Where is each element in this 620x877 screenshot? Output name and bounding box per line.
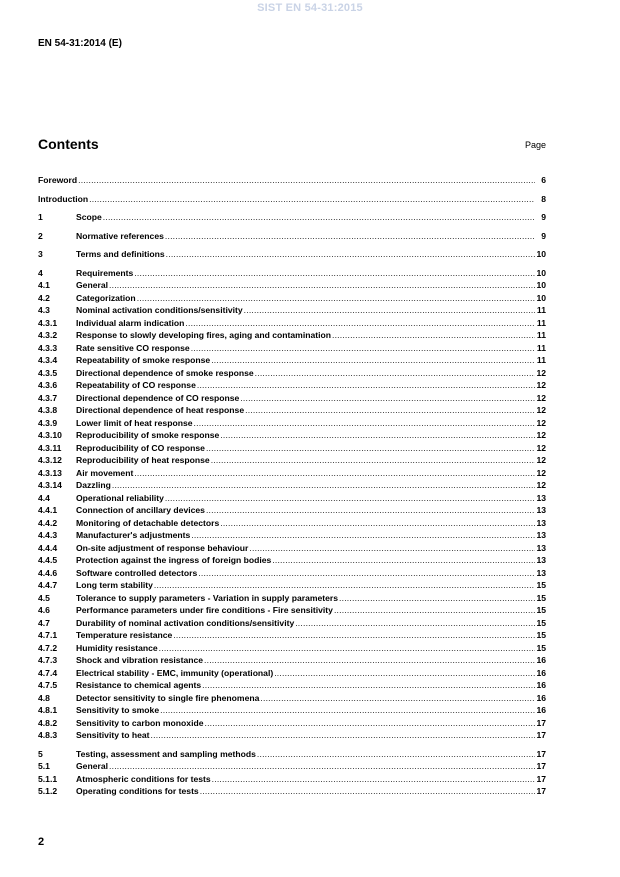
toc-entry-page: 17 bbox=[536, 773, 546, 784]
toc-entry-number: 5 bbox=[38, 748, 43, 759]
toc-entry-page: 15 bbox=[536, 617, 546, 628]
toc-dot-leader bbox=[295, 617, 535, 630]
toc-dot-leader bbox=[191, 342, 535, 355]
toc-entry-title: Nominal activation conditions/sensitivity bbox=[76, 305, 243, 315]
toc-entry[interactable] bbox=[38, 248, 546, 261]
toc-entry-title: Humidity resistance bbox=[76, 642, 158, 653]
toc-entry-page: 13 bbox=[536, 530, 546, 540]
table-of-contents bbox=[38, 174, 546, 798]
toc-entry-page: 11 bbox=[536, 317, 546, 328]
toc-dot-leader bbox=[244, 304, 535, 317]
toc-entry-number: 4.3.13 bbox=[38, 467, 62, 478]
toc-entry-number: 4.3.14 bbox=[38, 480, 62, 490]
toc-entry[interactable] bbox=[38, 442, 546, 455]
toc-entry-title: Shock and vibration resistance bbox=[76, 655, 204, 665]
toc-entry-title: Reproducibility of heat response bbox=[76, 455, 210, 465]
toc-entry[interactable] bbox=[38, 492, 546, 505]
toc-entry-page: 12 bbox=[536, 380, 546, 390]
toc-dot-leader bbox=[272, 554, 535, 567]
toc-entry-page: 17 bbox=[536, 717, 546, 728]
toc-entry-number: 4.3.2 bbox=[38, 330, 58, 340]
toc-entry[interactable] bbox=[38, 729, 546, 742]
toc-dot-leader bbox=[166, 248, 535, 261]
toc-entry-number: 4.4.4 bbox=[38, 542, 58, 553]
toc-entry[interactable] bbox=[38, 704, 546, 717]
toc-entry[interactable] bbox=[38, 692, 546, 705]
toc-dot-leader bbox=[332, 329, 535, 342]
toc-entry-page: 13 bbox=[536, 567, 546, 578]
toc-entry-page: 15 bbox=[536, 592, 546, 603]
toc-entry-page: 16 bbox=[536, 667, 546, 678]
toc-dot-leader bbox=[339, 592, 535, 605]
toc-entry-title: Categorization bbox=[76, 292, 136, 303]
toc-dot-leader bbox=[112, 479, 535, 492]
toc-entry-title: Long term stability bbox=[76, 580, 153, 590]
toc-entry[interactable] bbox=[38, 329, 546, 342]
toc-entry[interactable] bbox=[38, 554, 546, 567]
toc-entry-number: 4.3.5 bbox=[38, 367, 58, 378]
toc-entry-page: 9 bbox=[541, 230, 546, 241]
toc-dot-leader bbox=[205, 717, 536, 730]
toc-entry[interactable] bbox=[38, 193, 546, 206]
toc-entry-number: 5.1 bbox=[38, 761, 50, 771]
toc-dot-leader bbox=[160, 704, 535, 717]
footer-page-number: 2 bbox=[38, 836, 45, 848]
toc-entry-title: Tolerance to supply parameters - Variation in supply parameters bbox=[76, 592, 339, 603]
toc-dot-leader bbox=[198, 567, 535, 580]
toc-entry[interactable] bbox=[38, 404, 546, 417]
toc-entry-page: 10 bbox=[536, 292, 546, 303]
toc-entry[interactable] bbox=[38, 267, 546, 280]
toc-dot-leader bbox=[200, 785, 535, 798]
toc-entry-title: Requirements bbox=[76, 267, 134, 278]
toc-dot-leader bbox=[255, 367, 535, 380]
document-id: EN 54-31:2014 (E) bbox=[38, 38, 122, 49]
toc-entry-page: 15 bbox=[536, 630, 546, 640]
toc-entry[interactable] bbox=[38, 279, 546, 292]
toc-entry-page: 13 bbox=[536, 542, 546, 553]
toc-entry[interactable] bbox=[38, 342, 546, 355]
toc-entry[interactable] bbox=[38, 479, 546, 492]
toc-dot-leader bbox=[220, 429, 535, 442]
toc-entry-page: 17 bbox=[536, 748, 546, 759]
toc-dot-leader bbox=[274, 667, 535, 680]
toc-dot-leader bbox=[206, 442, 535, 455]
toc-entry-title: Sensitivity to heat bbox=[76, 730, 150, 740]
toc-entry-page: 17 bbox=[536, 730, 546, 740]
toc-dot-leader bbox=[134, 467, 535, 480]
toc-entry-page: 13 bbox=[536, 517, 546, 528]
toc-entry[interactable] bbox=[38, 529, 546, 542]
toc-entry-number: 4.5 bbox=[38, 592, 50, 603]
toc-entry[interactable] bbox=[38, 504, 546, 517]
toc-dot-leader bbox=[197, 379, 535, 392]
toc-dot-leader bbox=[159, 642, 535, 655]
toc-entry-title: Scope bbox=[76, 212, 102, 222]
toc-entry-title: Protection against the ingress of foreign bodies bbox=[76, 555, 272, 565]
toc-entry-title: Sensitivity to smoke bbox=[76, 705, 160, 715]
toc-entry-number: 1 bbox=[38, 212, 43, 222]
toc-entry[interactable] bbox=[38, 392, 546, 405]
toc-entry-title: Directional dependence of smoke response bbox=[76, 367, 254, 378]
toc-dot-leader bbox=[134, 267, 535, 280]
toc-entry-number: 4.3.9 bbox=[38, 417, 58, 428]
toc-entry-number: 4.3.1 bbox=[38, 317, 58, 328]
toc-entry[interactable] bbox=[38, 667, 546, 680]
toc-entry-title: Dazzling bbox=[76, 480, 111, 490]
toc-entry-number: 4.1 bbox=[38, 280, 50, 290]
toc-entry[interactable] bbox=[38, 174, 546, 187]
toc-entry[interactable] bbox=[38, 517, 546, 530]
toc-entry-number: 4.7.3 bbox=[38, 655, 58, 665]
toc-entry[interactable] bbox=[38, 542, 546, 555]
toc-entry-number: 5.1.1 bbox=[38, 773, 58, 784]
toc-entry[interactable] bbox=[38, 367, 546, 380]
toc-entry[interactable] bbox=[38, 773, 546, 786]
toc-entry-number: 4.8.3 bbox=[38, 730, 58, 740]
toc-entry-title: Individual alarm indication bbox=[76, 317, 185, 328]
toc-entry[interactable] bbox=[38, 429, 546, 442]
toc-entry[interactable] bbox=[38, 604, 546, 617]
toc-entry-title: Repeatability of smoke response bbox=[76, 355, 211, 365]
toc-entry-number: 4.4.3 bbox=[38, 530, 58, 540]
toc-entry-title: Introduction bbox=[38, 193, 89, 204]
toc-dot-leader bbox=[220, 517, 535, 530]
toc-entry[interactable] bbox=[38, 467, 546, 480]
toc-dot-leader bbox=[211, 454, 535, 467]
toc-entry-title: Foreword bbox=[38, 175, 78, 185]
toc-entry-title: Repeatability of CO response bbox=[76, 380, 196, 390]
toc-entry-title: Directional dependence of heat response bbox=[76, 405, 245, 415]
toc-entry-page: 12 bbox=[536, 367, 546, 378]
toc-entry[interactable] bbox=[38, 679, 546, 692]
toc-entry-number: 4.3.3 bbox=[38, 342, 58, 353]
toc-entry[interactable] bbox=[38, 748, 546, 761]
toc-entry-title: General bbox=[76, 761, 109, 771]
toc-entry-page: 15 bbox=[536, 642, 546, 653]
toc-entry[interactable] bbox=[38, 579, 546, 592]
toc-dot-leader bbox=[249, 542, 535, 555]
toc-entry-number: 4.6 bbox=[38, 605, 50, 615]
toc-entry-number: 4.2 bbox=[38, 292, 50, 303]
toc-entry[interactable] bbox=[38, 454, 546, 467]
toc-entry-page: 13 bbox=[536, 555, 546, 565]
toc-entry-title: Detector sensitivity to single fire phenomena bbox=[76, 692, 260, 703]
toc-entry[interactable] bbox=[38, 304, 546, 317]
toc-entry-page: 11 bbox=[536, 342, 546, 353]
toc-dot-leader bbox=[137, 292, 535, 305]
toc-entry-page: 12 bbox=[536, 430, 546, 440]
toc-entry-number: 4.3.11 bbox=[38, 442, 62, 453]
toc-dot-leader bbox=[109, 760, 535, 773]
toc-entry-page: 10 bbox=[536, 280, 546, 290]
toc-entry-number: 4.4.6 bbox=[38, 567, 58, 578]
toc-dot-leader bbox=[194, 417, 535, 430]
toc-entry-title: Manufacturer's adjustments bbox=[76, 530, 191, 540]
toc-entry-page: 17 bbox=[536, 761, 546, 771]
toc-entry-page: 9 bbox=[541, 212, 546, 222]
watermark: SIST EN 54-31:2015 bbox=[257, 2, 363, 14]
toc-entry-page: 12 bbox=[536, 392, 546, 403]
toc-dot-leader bbox=[109, 279, 535, 292]
toc-dot-leader bbox=[78, 174, 535, 187]
toc-entry[interactable] bbox=[38, 760, 546, 773]
toc-entry-page: 10 bbox=[536, 249, 546, 259]
toc-entry-page: 16 bbox=[536, 655, 546, 665]
toc-entry-page: 11 bbox=[536, 330, 546, 340]
toc-entry-number: 4.3.6 bbox=[38, 380, 58, 390]
toc-entry-page: 17 bbox=[536, 786, 546, 796]
toc-entry-number: 4.8 bbox=[38, 692, 50, 703]
toc-entry-title: Electrical stability - EMC, immunity (operational) bbox=[76, 667, 274, 678]
toc-entry-page: 10 bbox=[536, 267, 546, 278]
toc-entry-title: Performance parameters under fire conditions - Fire sensitivity bbox=[76, 605, 333, 615]
toc-entry[interactable] bbox=[38, 642, 546, 655]
toc-dot-leader bbox=[173, 629, 535, 642]
toc-entry-title: On-site adjustment of response behaviour bbox=[76, 542, 249, 553]
toc-dot-leader bbox=[154, 579, 535, 592]
toc-entry-page: 12 bbox=[536, 480, 546, 490]
toc-dot-leader bbox=[211, 354, 535, 367]
toc-entry-number: 4.7.5 bbox=[38, 680, 58, 690]
toc-entry-title: Rate sensitive CO response bbox=[76, 342, 190, 353]
toc-entry-number: 4.7.1 bbox=[38, 630, 58, 640]
toc-dot-leader bbox=[240, 392, 535, 405]
toc-entry-title: Monitoring of detachable detectors bbox=[76, 517, 220, 528]
toc-entry-number: 4.8.1 bbox=[38, 705, 58, 715]
toc-dot-leader bbox=[206, 504, 535, 517]
toc-entry-title: Air movement bbox=[76, 467, 134, 478]
toc-entry-page: 6 bbox=[541, 175, 546, 185]
toc-entry-page: 12 bbox=[536, 467, 546, 478]
toc-entry-title: Testing, assessment and sampling methods bbox=[76, 748, 256, 759]
toc-entry-title: General bbox=[76, 280, 109, 290]
toc-entry-number: 4.3.4 bbox=[38, 355, 58, 365]
toc-dot-leader bbox=[185, 317, 535, 330]
toc-entry-number: 3 bbox=[38, 249, 43, 259]
toc-entry-title: Connection of ancillary devices bbox=[76, 505, 205, 515]
toc-entry-number: 4.3.12 bbox=[38, 455, 62, 465]
toc-dot-leader bbox=[151, 729, 535, 742]
toc-entry[interactable] bbox=[38, 292, 546, 305]
toc-entry-title: Response to slowly developing fires, aging and contamination bbox=[76, 330, 331, 340]
toc-entry-title: Reproducibility of smoke response bbox=[76, 430, 220, 440]
toc-dot-leader bbox=[165, 230, 535, 243]
toc-entry-number: 4.4.7 bbox=[38, 580, 58, 590]
toc-entry-page: 12 bbox=[536, 442, 546, 453]
toc-dot-leader bbox=[245, 404, 535, 417]
toc-entry-page: 12 bbox=[536, 455, 546, 465]
toc-entry[interactable] bbox=[38, 629, 546, 642]
toc-dot-leader bbox=[260, 692, 535, 705]
toc-entry-number: 4.3.8 bbox=[38, 405, 58, 415]
toc-entry-number: 4.8.2 bbox=[38, 717, 58, 728]
toc-entry-number: 2 bbox=[38, 230, 43, 241]
toc-entry-title: Operating conditions for tests bbox=[76, 786, 199, 796]
toc-entry-title: Normative references bbox=[76, 230, 164, 241]
toc-dot-leader bbox=[89, 193, 535, 206]
toc-entry-number: 4.7.2 bbox=[38, 642, 58, 653]
toc-entry[interactable] bbox=[38, 654, 546, 667]
toc-entry-page: 15 bbox=[536, 605, 546, 615]
toc-entry[interactable] bbox=[38, 354, 546, 367]
toc-entry-page: 12 bbox=[536, 417, 546, 428]
toc-entry-title: Temperature resistance bbox=[76, 630, 173, 640]
toc-dot-leader bbox=[202, 679, 535, 692]
toc-entry[interactable] bbox=[38, 379, 546, 392]
toc-entry-number: 4.3 bbox=[38, 305, 50, 315]
toc-dot-leader bbox=[257, 748, 535, 761]
toc-dot-leader bbox=[191, 529, 535, 542]
toc-entry-number: 5.1.2 bbox=[38, 786, 58, 796]
toc-entry-page: 11 bbox=[536, 355, 546, 365]
toc-entry-title: Software controlled detectors bbox=[76, 567, 198, 578]
toc-entry-number: 4.7.4 bbox=[38, 667, 58, 678]
toc-entry[interactable] bbox=[38, 567, 546, 580]
toc-entry[interactable] bbox=[38, 785, 546, 798]
toc-entry-page: 13 bbox=[536, 505, 546, 515]
contents-heading: Contents bbox=[38, 136, 99, 152]
toc-entry-title: Resistance to chemical agents bbox=[76, 680, 202, 690]
toc-entry-page: 11 bbox=[536, 305, 546, 315]
toc-entry-number: 4.4.5 bbox=[38, 555, 58, 565]
toc-dot-leader bbox=[103, 211, 535, 224]
toc-entry[interactable] bbox=[38, 417, 546, 430]
toc-entry-number: 4.3.10 bbox=[38, 430, 62, 440]
toc-entry[interactable] bbox=[38, 317, 546, 330]
page-column-label: Page bbox=[524, 140, 546, 150]
toc-entry[interactable] bbox=[38, 230, 546, 243]
toc-entry[interactable] bbox=[38, 592, 546, 605]
toc-entry-number: 4.7 bbox=[38, 617, 50, 628]
toc-entry-page: 16 bbox=[536, 680, 546, 690]
toc-entry-page: 8 bbox=[541, 193, 546, 204]
toc-entry-page: 15 bbox=[536, 580, 546, 590]
toc-entry-title: Operational reliability bbox=[76, 492, 164, 503]
toc-entry-number: 4.3.7 bbox=[38, 392, 58, 403]
toc-dot-leader bbox=[212, 773, 535, 786]
toc-entry-title: Reproducibility of CO response bbox=[76, 442, 205, 453]
toc-entry-page: 13 bbox=[536, 492, 546, 503]
toc-entry-title: Atmospheric conditions for tests bbox=[76, 773, 211, 784]
toc-entry-title: Sensitivity to carbon monoxide bbox=[76, 717, 204, 728]
toc-entry-page: 16 bbox=[536, 692, 546, 703]
toc-dot-leader bbox=[204, 654, 535, 667]
toc-entry-number: 4 bbox=[38, 267, 43, 278]
toc-dot-leader bbox=[165, 492, 535, 505]
toc-entry-number: 4.4.1 bbox=[38, 505, 58, 515]
toc-entry-page: 16 bbox=[536, 705, 546, 715]
toc-entry[interactable] bbox=[38, 617, 546, 630]
toc-entry-page: 12 bbox=[536, 405, 546, 415]
toc-entry-title: Lower limit of heat response bbox=[76, 417, 193, 428]
toc-entry[interactable] bbox=[38, 211, 546, 224]
toc-entry-title: Directional dependence of CO response bbox=[76, 392, 240, 403]
toc-dot-leader bbox=[334, 604, 535, 617]
toc-entry-title: Terms and definitions bbox=[76, 249, 165, 259]
toc-entry[interactable] bbox=[38, 717, 546, 730]
toc-entry-title: Durability of nominal activation conditions/sensitivity bbox=[76, 617, 295, 628]
toc-entry-number: 4.4 bbox=[38, 492, 50, 503]
toc-entry-number: 4.4.2 bbox=[38, 517, 58, 528]
